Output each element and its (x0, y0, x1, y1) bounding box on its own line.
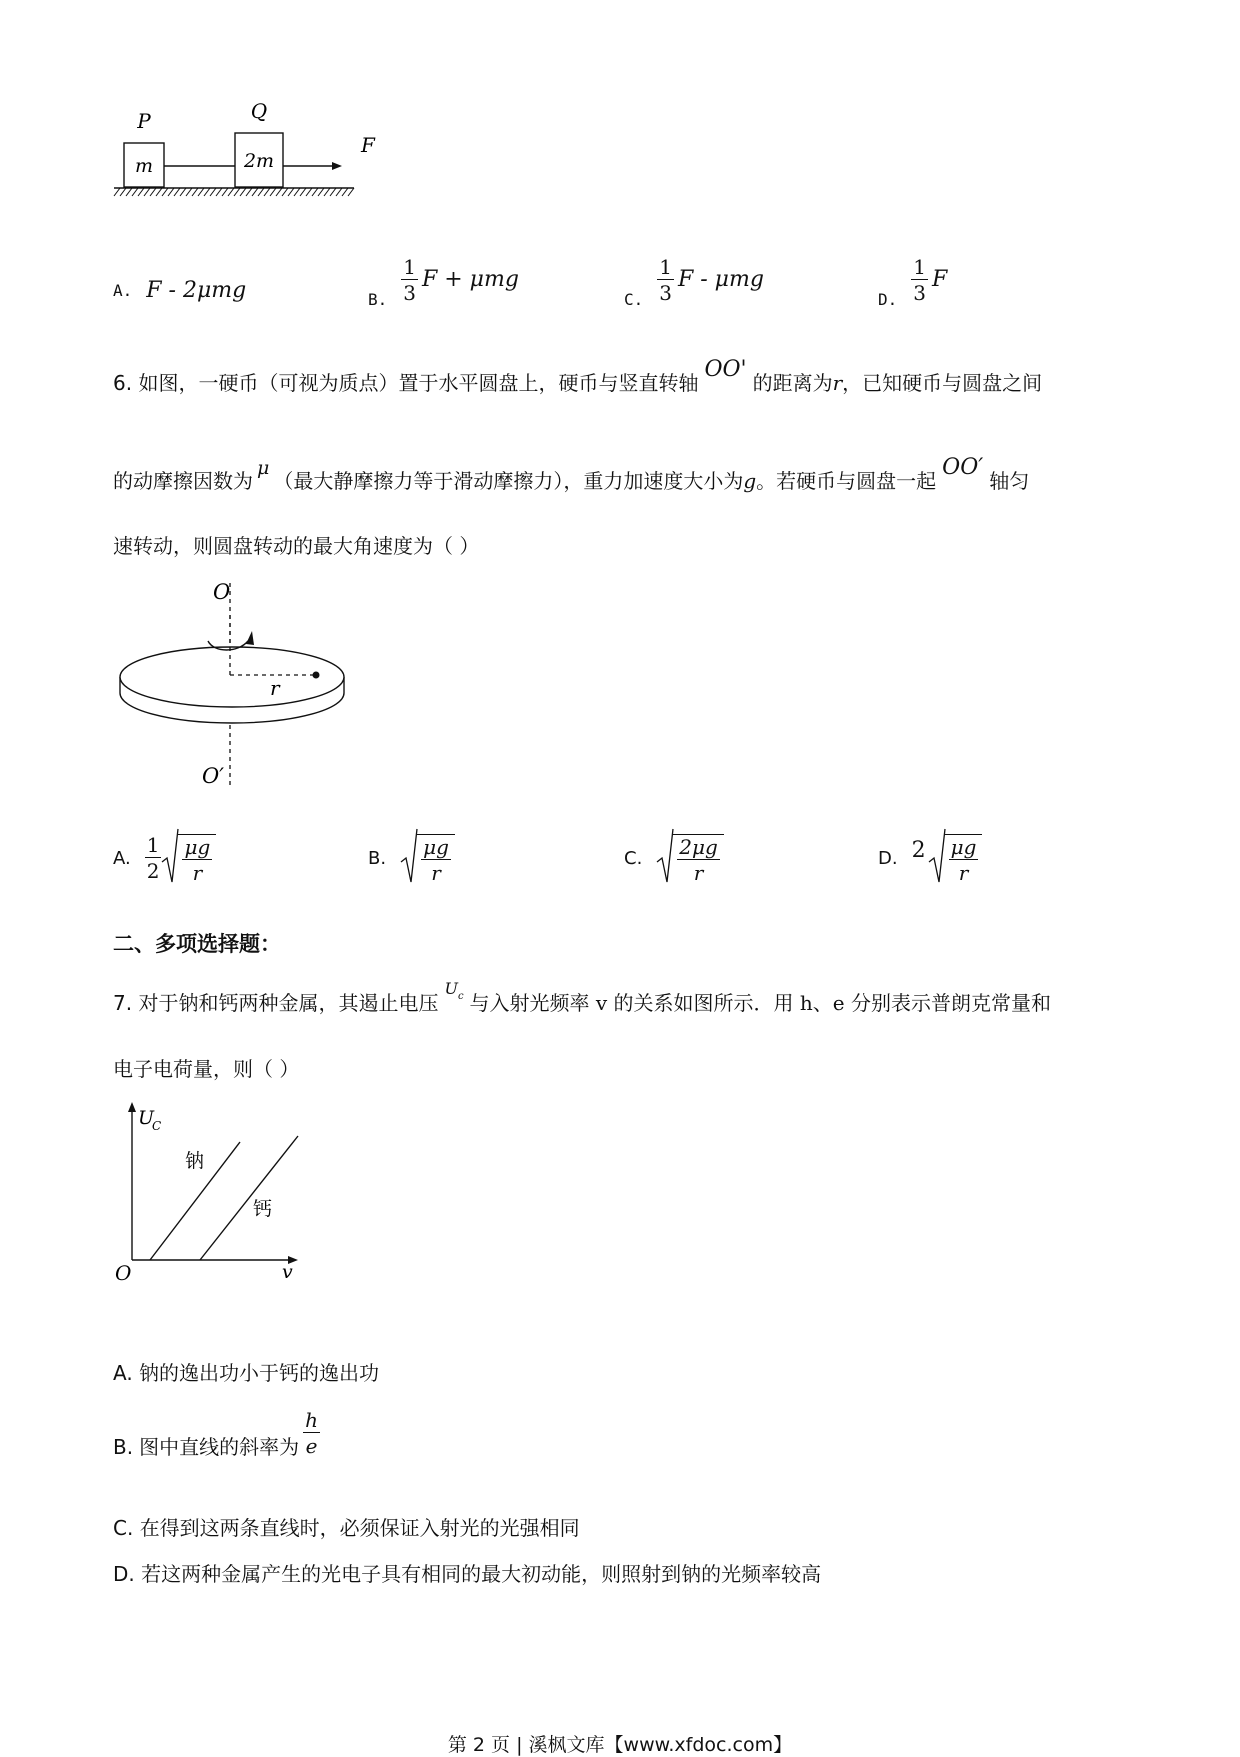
q7-option-b[interactable] (113, 1406, 320, 1460)
uc-subscript: c (457, 991, 464, 1002)
r-symbol: r (832, 371, 843, 395)
option-label: A. (113, 847, 131, 869)
force-label: F (361, 133, 375, 157)
q5-option-c[interactable] (624, 250, 764, 309)
blocks-figure-drawing (110, 100, 410, 210)
q6-line-2: 的动摩擦因数为μ（最大静摩擦力等于滑动摩擦力），重力加速度大小为g。若硬币与圆盘一起OO′轴匀 (113, 455, 1030, 493)
option-expr: F + μmg (422, 267, 519, 292)
q7-option-d[interactable] (113, 1561, 821, 1587)
page-footer: 第 2 页 | 溪枫文库【www.xfdoc.com】 (447, 1734, 793, 1756)
option-label: B. (368, 847, 387, 869)
sqrt-icon (656, 828, 674, 888)
axis-symbol: OO' (704, 357, 747, 382)
option-label: B. (368, 290, 388, 309)
uc-frequency-graph (110, 1100, 310, 1290)
mu-symbol: μ (257, 457, 270, 479)
option-expr: F - 2μmg (146, 278, 247, 303)
disk-figure (110, 575, 360, 790)
coefficient-fraction: $\frac{1}{2}$ (146, 833, 160, 883)
g-symbol: g (743, 469, 757, 493)
q7-line-1: 7. 对于钠和钙两种金属，其遏止电压$U_c$ 与入射光频率 v 的关系如图所示．用 h、e 分别表示普朗克常量和 (113, 979, 1051, 1015)
sqrt-icon (928, 828, 946, 888)
question-number: 7. (113, 991, 133, 1015)
slope-fraction: $\frac{h}{e}$ (305, 1408, 318, 1458)
radicand: $\frac{\mu g}{r}$ (417, 834, 455, 883)
q6-option-c[interactable] (624, 828, 724, 888)
option-label: A. (113, 281, 133, 300)
q6-option-b[interactable] (368, 828, 455, 888)
fraction: $\frac{1}{3}$ (913, 254, 926, 305)
section-heading: 二、多项选择题： (113, 932, 281, 956)
option-label: B. (113, 1435, 134, 1459)
x-axis-label: v (282, 1261, 293, 1283)
q5-option-d[interactable] (878, 250, 947, 309)
question-number: 6. (113, 371, 133, 395)
sqrt-icon (161, 828, 179, 888)
q7-option-a[interactable] (113, 1360, 379, 1386)
option-label: D. (113, 1562, 135, 1586)
option-label: C. (624, 290, 644, 309)
radius-label: r (270, 676, 280, 700)
block-p-label: P (137, 109, 151, 133)
q6-option-d[interactable] (878, 828, 982, 888)
option-expr: F (932, 267, 948, 292)
q5-option-a[interactable] (113, 278, 246, 303)
uc-frequency-graph-drawing (110, 1100, 310, 1290)
axis-bottom-label: O′ (202, 764, 224, 788)
coefficient: 2 (911, 837, 926, 863)
fraction: $\frac{1}{3}$ (403, 254, 416, 305)
option-label: C. (624, 847, 643, 869)
uc-symbol: U (444, 979, 458, 998)
axis-symbol: OO′ (942, 455, 984, 480)
fraction: $\frac{1}{3}$ (659, 254, 672, 305)
option-label: A. (113, 1361, 133, 1385)
q6-line-3: 速转动，则圆盘转动的最大角速度为（ ） (113, 534, 480, 558)
q5-option-b[interactable] (368, 250, 519, 309)
y-axis-label: U (138, 1107, 155, 1129)
block-q-mass: 2m (243, 150, 275, 172)
sodium-line-label: 钠 (185, 1150, 205, 1172)
option-text: 图中直线的斜率为 (139, 1435, 300, 1459)
sqrt-icon (400, 828, 418, 888)
axis-top-label: O (213, 580, 231, 604)
y-axis-subscript: C (152, 1119, 162, 1133)
block-q-label: Q (250, 100, 268, 123)
option-label: C. (113, 1516, 134, 1540)
disk-figure-drawing (110, 575, 360, 790)
calcium-line-label: 钙 (253, 1198, 273, 1220)
q7-option-c[interactable] (113, 1515, 580, 1541)
option-text: 若这两种金属产生的光电子具有相同的最大初动能，则照射到钠的光频率较高 (141, 1562, 822, 1586)
block-p-mass: m (134, 155, 154, 177)
q6-option-a[interactable] (113, 828, 216, 888)
origin-label: O (115, 1261, 132, 1285)
radicand: $\frac{\mu g}{r}$ (945, 834, 983, 883)
radicand: $\frac{\mu g}{r}$ (178, 834, 216, 883)
option-label: D. (878, 847, 898, 869)
option-label: D. (878, 290, 898, 309)
option-text: 钠的逸出功小于钙的逸出功 (139, 1361, 380, 1385)
radicand: $\frac{2\mu g}{r}$ (673, 834, 724, 883)
q7-line-2: 电子电荷量，则（ ） (113, 1057, 300, 1081)
blocks-figure (110, 100, 410, 210)
option-expr: F - μmg (678, 267, 764, 292)
q6-line-1: 6. 如图，一硬币（可视为质点）置于水平圆盘上，硬币与竖直转轴OO'的距离为r，已知硬币与圆盘之间 (113, 357, 1043, 395)
option-text: 在得到这两条直线时，必须保证入射光的光强相同 (139, 1516, 580, 1540)
